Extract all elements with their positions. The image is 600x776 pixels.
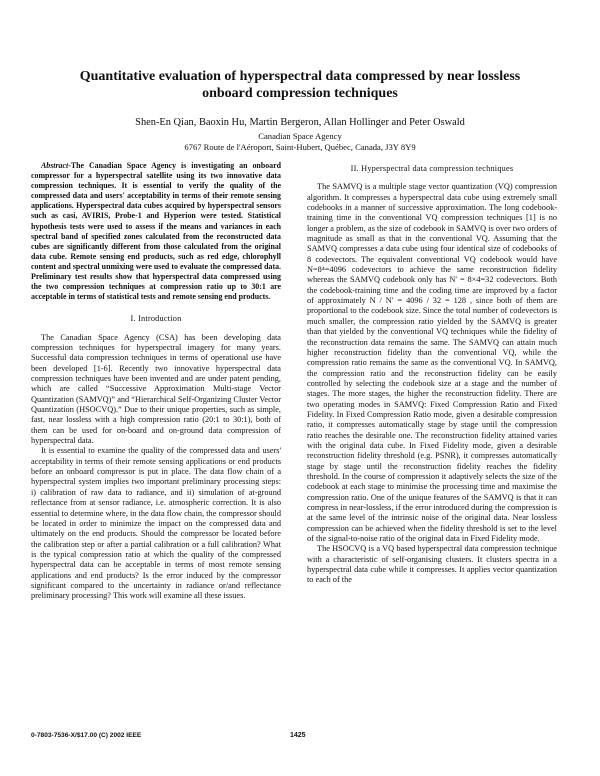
section-heading-introduction: I. Introduction bbox=[130, 314, 182, 324]
left-column bbox=[31, 161, 281, 602]
paper-title: Quantitative evaluation of hyperspectral data compressed by near lossless onboard compression techniques bbox=[79, 69, 521, 101]
paragraph: The SAMVQ is a multiple stage vector quantization (VQ) compression algorithm. It compresses a hyperspectral data cube using extremely small codebooks in a manner of successive approximation. The long codebook-training time in the conventional VQ compression techniques [1] is no longer a problem, as the size of codebook in SAMVQ is over two orders of magnitude as small as that in the conventional VQ. Assuming that the SAMVQ compresses a data cube using four identical size of codebooks of 8 codevectors. The equivalent conventional VQ codebook would have N=8⁴=4096 codevectors to achieve the same reconstruction fidelity whereas the SAMVQ codebook only has N′ = 8×4=32 codevectors. Both the codebook-training time and the coding time are improved by a factor of approximately N / N′ = 4096 / 32 = 128 , since both of them are proportional to the codebook size. Since the total number of codevectors is much smaller, the compression ratio yielded by the SAMVQ is greater than that yielded by the conventional VQ techniques while the fidelity of the reconstruction data remains the same. The SAMVQ can attain much higher reconstruction fidelity than the conventional VQ, while the compression ratio remains the same as the conventional VQ. In SAMVQ, the compression ratio and the reconstruction fidelity can be easily controlled by selecting the codebook size at a stage and the number of stages. The more stages, the higher the reconstruction fidelity. There are two operating modes in SAMVQ: Fixed Compression Ratio and Fixed Fidelity. In Fixed Compression Ratio mode, given a desirable compression ratio, it compresses automatically stage by stage until the compression ratio reaches the desirable one. The reconstruction fidelity attained varies with the original data cube. In Fixed Fidelity mode, given a desirable reconstruction fidelity threshold (e.g. PSNR), it compresses automatically stage by stage until the reconstruction fidelity reaches the fidelity threshold. In the course of compression it adaptively selects the size of the codebook at each stage to minimise the processing time and maximise the compression ratio. One of the unique features of the SAMVQ is that it can compress in near-lossless, if the error introduced during the compression is at the same level of the intrinsic noise of the original data. Near lossless compression can be achieved when the fidelity threshold is set to the level of the signal-to-noise ratio of the original data in Fixed Fidelity mode. bbox=[307, 182, 557, 544]
paragraph: The HSOCVQ is a VQ based hyperspectral data compression technique with a characteristic of self-organising clusters. It clusters spectra in a hyperspectral data cube while it compresses. It applies vector quantization to each of the bbox=[307, 544, 557, 585]
abstract-text: The Canadian Space Agency is investigating an onboard compressor for a hyperspectral satellite using its two innovative data compression techniques. It is essential to verify the quality of the compressed data and users' acceptability in terms of their remote sensing applications. Hyperspectral data cubes acquired by hyperspectral sensors such as casi, AVIRIS, Probe-1 and Hyperion were tested. Statistical hypothesis tests were used to assess if the means and variances in each spectral band of specified zones calculated from the reconstructed data cubes are significantly different from those calculated from the original data cube. Remote sensing end products, such as red edge, chlorophyll content and spectral unmixing were used to evaluate the compressed data. Preliminary test results show that hyperspectral data compressed using the two compression techniques at compression ratio up to 30:1 are acceptable in terms of statistical tests and remote sensing end products. bbox=[31, 161, 281, 302]
affiliation-org: Canadian Space Agency bbox=[258, 131, 342, 141]
right-column bbox=[307, 161, 557, 586]
affiliation-address: 6767 Route de l'Aéroport, Saint-Hubert, Québec, Canada, J3Y 8Y9 bbox=[184, 142, 416, 152]
copyright-notice: 0-7803-7536-X/$17.00 (C) 2002 IEEE bbox=[31, 732, 142, 739]
page-number: 1425 bbox=[290, 732, 306, 739]
paragraph: The Canadian Space Agency (CSA) has been developing data compression techniques for hyperspectral imagery for many years. Successful data compression techniques in terms of operational use have been developed [1-6]. Recently two innovative hyperspectral data compression techniques have been invented and are under patent pending, which are called “Successive Approximation Multi-stage Vector Quantization (SAMVQ)” and “Hierarchical Self-Organizing Cluster Vector Quantization (HSOCVQ).” Due to their unique properties, such as simple, fast, near lossless with a high compression ratio (20:1 to 30:1), both of them can be used for on-board and on-ground data compression of hyperspectral data. bbox=[31, 332, 281, 446]
paragraph: It is essential to examine the quality of the compressed data and users' acceptability in terms of their remote sensing applications or end products before an onboard compressor is put in place. The data flow chain of a hyperspectral system implies two important preliminary processing steps: i) calibration of raw data to radiance, and ii) simulation of at-ground reflectance from at sensor radiance, i.e. atmospheric correction. It is also essential to determine where, in the data flow chain, the compressor should be located in order to minimize the impact on the compressed data and ultimately on the end products. Should the compressor be located before the calibration step or after a partial calibration or a full calibration? What is the typical compression ratio at which the quality of the compressed hyperspectral data can be acceptable in terms of most remote sensing applications and end products? Is the error induced by the compressor significant compared to the uncertainty in radiance or/and reflectance preliminary processing? This work will examine all these issues. bbox=[31, 446, 281, 601]
abstract-label: Abstract bbox=[41, 161, 69, 170]
affiliation bbox=[60, 131, 540, 153]
section-heading-compression-techniques: II. Hyperspectral data compression techniques bbox=[350, 164, 514, 173]
author-list: Shen-En Qian, Baoxin Hu, Martin Bergeron, Allan Hollinger and Peter Oswald bbox=[135, 117, 465, 128]
abstract: Abstract-The Canadian Space Agency is investigating an onboard compressor for a hyperspectral satellite using its two innovative data compression techniques. It is essential to verify the quality of the compressed data and users' acceptability in terms of their remote sensing applications. Hyperspectral data cubes acquired by hyperspectral sensors such as casi, AVIRIS, Probe-1 and Hyperion were tested. Statistical hypothesis tests were used to assess if the means and variances in each spectral band of specified zones calculated from the reconstructed data cubes are significantly different from those calculated from the original data cube. Remote sensing end products, such as red edge, chlorophyll content and spectral unmixing were used to evaluate the compressed data. Preliminary test results show that hyperspectral data compressed using the two compression techniques at compression ratio up to 30:1 are acceptable in terms of statistical tests and remote sensing end products. bbox=[31, 161, 281, 302]
